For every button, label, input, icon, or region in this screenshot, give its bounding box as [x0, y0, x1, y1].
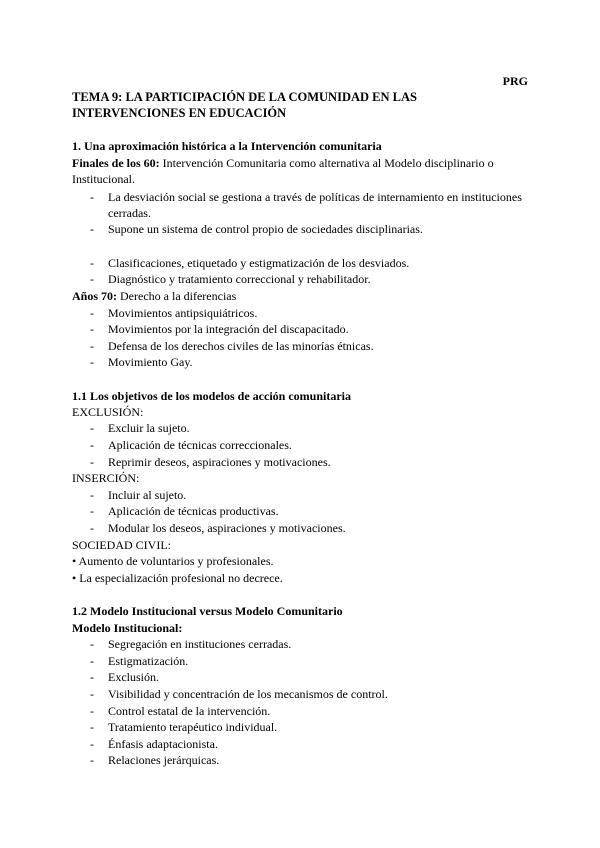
section1-heading: 1. Una aproximación histórica a la Intervención comunitaria [72, 139, 382, 153]
dash-marker: - [90, 637, 94, 651]
list-item: Movimiento Gay. [108, 355, 193, 369]
dash-marker: - [90, 438, 94, 452]
dash-marker: - [90, 654, 94, 668]
list-item: Énfasis adaptacionista. [108, 737, 218, 751]
finales-text: Intervención Comunitaria como alternativa al Modelo disciplinario o Institucional. [72, 156, 494, 186]
dash-marker: - [90, 322, 94, 336]
anos70-label: Años 70: [72, 289, 118, 303]
anos70-text: Derecho a la diferencias [117, 289, 237, 303]
list-item: Modular los deseos, aspiraciones y motivaciones. [108, 521, 346, 535]
dash-marker: - [90, 455, 94, 469]
dash-marker: - [90, 504, 94, 518]
list-item: Aplicación de técnicas productivas. [108, 504, 279, 518]
page-title: TEMA 9: LA PARTICIPACIÓN DE LA COMUNIDAD EN LAS INTERVENCIONES EN EDUCACIÓN [72, 90, 417, 120]
list-item: Clasificaciones, etiquetado y estigmatización de los desviados. [108, 256, 410, 270]
list-item: Segregación en instituciones cerradas. [108, 637, 292, 651]
list-item: Excluir la sujeto. [108, 421, 190, 435]
list-item: Exclusión. [108, 670, 159, 684]
list-item: Reprimir deseos, aspiraciones y motivaciones. [108, 455, 331, 469]
dash-marker: - [90, 753, 94, 767]
list-item: La desviación social se gestiona a través de políticas de internamiento en instituciones cerradas. [108, 190, 522, 220]
list-item: • La especialización profesional no decrece. [72, 571, 283, 585]
dash-marker: - [90, 339, 94, 353]
dash-marker: - [90, 521, 94, 535]
section12-heading: 1.2 Modelo Institucional versus Modelo Comunitario [72, 604, 343, 618]
dash-marker: - [90, 670, 94, 684]
dash-marker: - [90, 421, 94, 435]
dash-marker: - [90, 720, 94, 734]
dash-marker: - [90, 355, 94, 369]
finales-label: Finales de los 60: [72, 156, 160, 170]
list-item: Movimientos antipsiquiátricos. [108, 306, 258, 320]
dash-marker: - [90, 256, 94, 270]
dash-marker: - [90, 687, 94, 701]
list-item: Diagnóstico y tratamiento correccional y rehabilitador. [108, 272, 371, 286]
dash-marker: - [90, 704, 94, 718]
section11-heading: 1.1 Los objetivos de los modelos de acción comunitaria [72, 389, 351, 403]
dash-marker: - [90, 306, 94, 320]
dash-marker: - [90, 488, 94, 502]
list-item: Incluir al sujeto. [108, 488, 187, 502]
list-item: Visibilidad y concentración de los mecanismos de control. [108, 687, 388, 701]
exclusion-label: EXCLUSIÓN: [72, 405, 144, 419]
section12-subheading: Modelo Institucional: [72, 621, 183, 635]
list-item: Supone un sistema de control propio de sociedades disciplinarias. [108, 222, 423, 236]
list-item: Movimientos por la integración del discapacitado. [108, 322, 349, 336]
header-code: PRG [502, 74, 528, 88]
list-item: Aplicación de técnicas correccionales. [108, 438, 292, 452]
anos70-paragraph [72, 288, 236, 304]
list-item: Relaciones jerárquicas. [108, 753, 220, 767]
dash-marker: - [90, 190, 94, 204]
dash-marker: - [90, 272, 94, 286]
list-item: Tratamiento terapéutico individual. [108, 720, 278, 734]
list-item: • Aumento de voluntarios y profesionales. [72, 554, 274, 568]
list-item: Defensa de los derechos civiles de las minorías étnicas. [108, 339, 374, 353]
dash-marker: - [90, 737, 94, 751]
sociedad-label: SOCIEDAD CIVIL: [72, 538, 171, 552]
finales-paragraph [72, 155, 532, 187]
list-item: Control estatal de la intervención. [108, 704, 271, 718]
dash-marker: - [90, 222, 94, 236]
list-item: Estigmatización. [108, 654, 189, 668]
insercion-label: INSERCIÓN: [72, 471, 140, 485]
